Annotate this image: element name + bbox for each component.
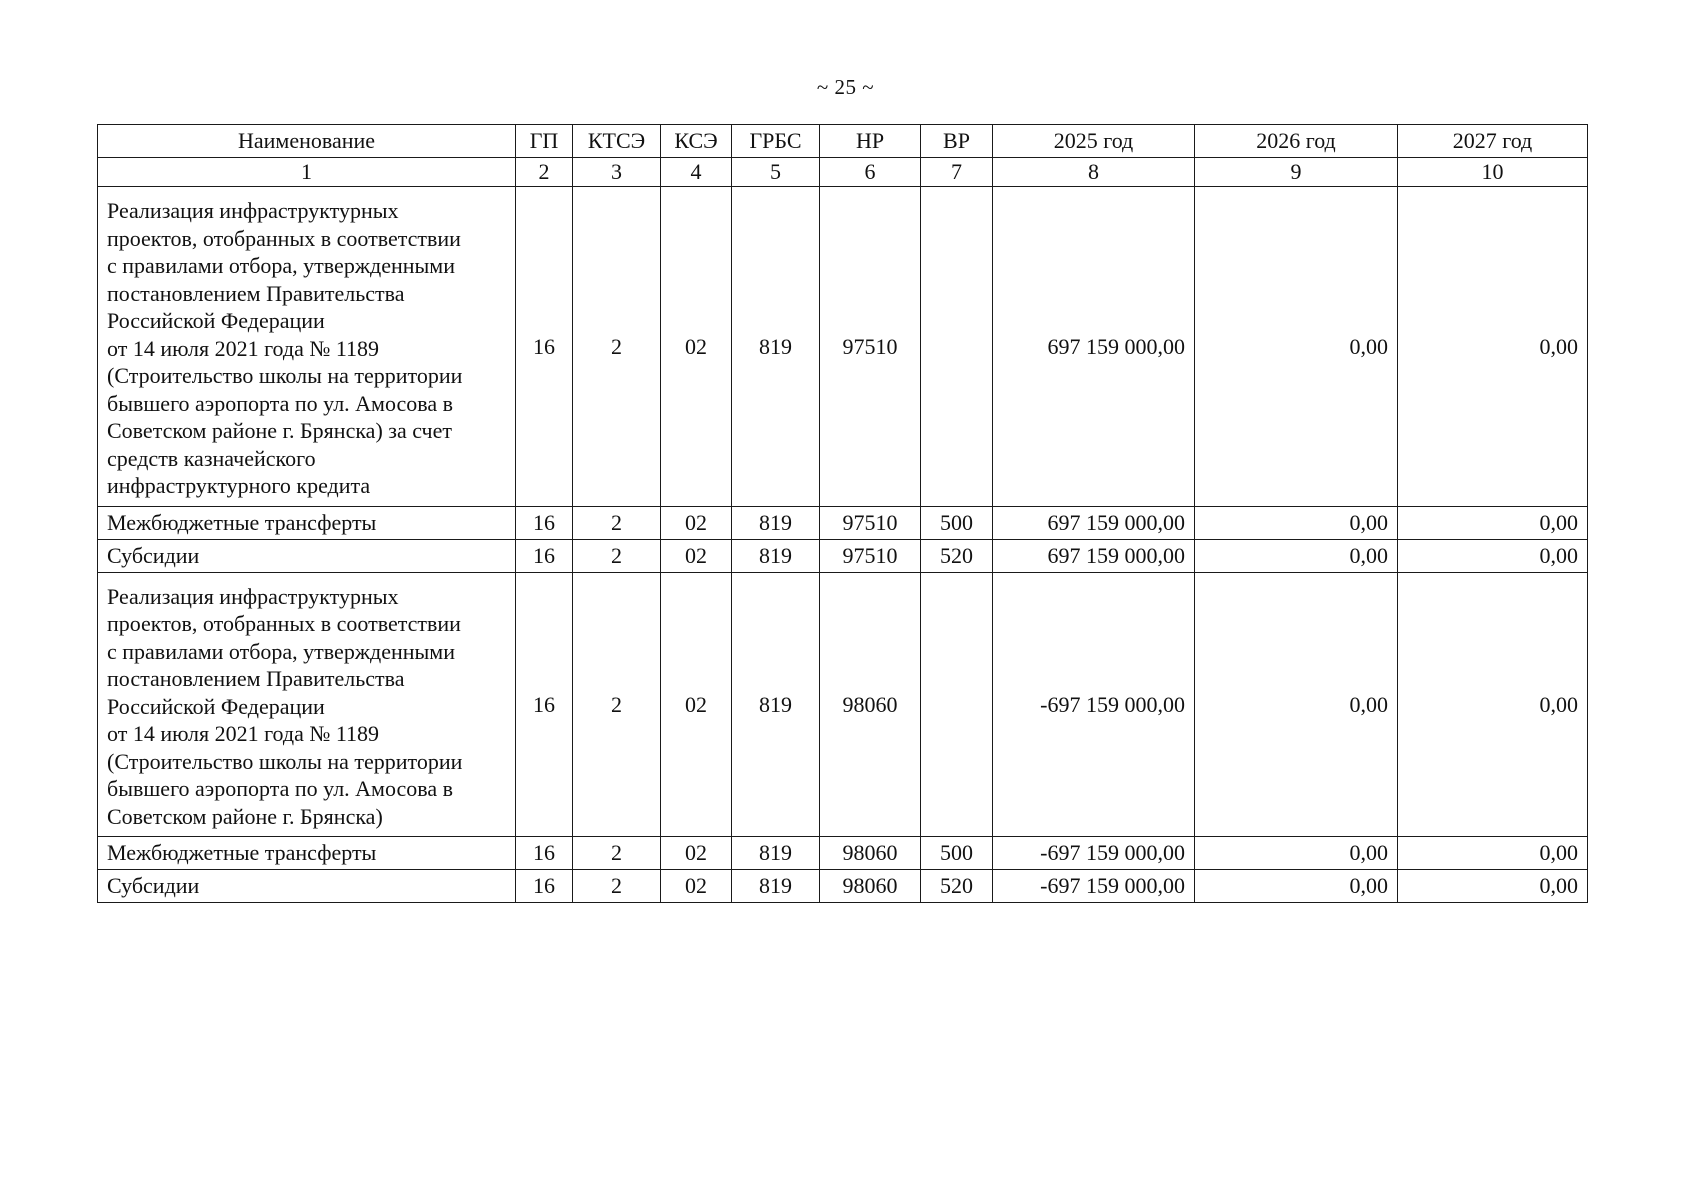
header-grbs: ГРБС: [732, 125, 820, 158]
row-2025-cell: -697 159 000,00: [993, 572, 1195, 837]
header-vr: ВР: [921, 125, 993, 158]
column-number: 8: [993, 158, 1195, 187]
header-kse: КСЭ: [661, 125, 732, 158]
row-2026-cell: 0,00: [1195, 539, 1398, 572]
row-name-cell: Межбюджетные трансферты: [98, 837, 516, 870]
row-2026-cell: 0,00: [1195, 572, 1398, 837]
header-nr: НР: [820, 125, 921, 158]
row-vr-cell: 520: [921, 539, 993, 572]
row-kse-cell: 02: [661, 506, 732, 539]
row-2026-cell: 0,00: [1195, 837, 1398, 870]
column-number: 2: [516, 158, 573, 187]
row-vr-cell: [921, 572, 993, 837]
column-number: 6: [820, 158, 921, 187]
row-nr-cell: 97510: [820, 539, 921, 572]
header-2027: 2027 год: [1398, 125, 1588, 158]
header-gp: ГП: [516, 125, 573, 158]
row-grbs-cell: 819: [732, 539, 820, 572]
row-ktse-cell: 2: [573, 506, 661, 539]
row-name-cell: Субсидии: [98, 870, 516, 903]
row-ktse-cell: 2: [573, 572, 661, 837]
row-2027-cell: 0,00: [1398, 187, 1588, 507]
row-nr-cell: 98060: [820, 572, 921, 837]
row-2027-cell: 0,00: [1398, 572, 1588, 837]
row-nr-cell: 97510: [820, 506, 921, 539]
row-name-cell: Субсидии: [98, 539, 516, 572]
header-row: [98, 125, 1588, 158]
table-row: [98, 870, 1588, 903]
row-name-cell: Реализация инфраструктурных проектов, отобранных в соответствии с правилами отбора, утвержденными постановлением Правительства Российской Федерации от 14 июля 2021 года № 1189 (Строительство школы на территории бывшего аэропорта по ул. Амосова в Советском районе г. Брянска): [98, 572, 516, 837]
row-2025-cell: 697 159 000,00: [993, 539, 1195, 572]
row-nr-cell: 98060: [820, 837, 921, 870]
row-2027-cell: 0,00: [1398, 506, 1588, 539]
row-vr-cell: 500: [921, 506, 993, 539]
column-number-row: [98, 158, 1588, 187]
table-row: [98, 837, 1588, 870]
row-2025-cell: 697 159 000,00: [993, 506, 1195, 539]
column-number: 10: [1398, 158, 1588, 187]
table-body: [98, 187, 1588, 903]
row-kse-cell: 02: [661, 837, 732, 870]
row-gp-cell: 16: [516, 837, 573, 870]
row-gp-cell: 16: [516, 572, 573, 837]
row-grbs-cell: 819: [732, 506, 820, 539]
row-grbs-cell: 819: [732, 187, 820, 507]
row-ktse-cell: 2: [573, 539, 661, 572]
page-number: ~ 25 ~: [816, 75, 875, 99]
row-ktse-cell: 2: [573, 870, 661, 903]
column-number: 5: [732, 158, 820, 187]
row-2025-cell: -697 159 000,00: [993, 870, 1195, 903]
row-2026-cell: 0,00: [1195, 870, 1398, 903]
table-row: [98, 572, 1588, 837]
header-2025: 2025 год: [993, 125, 1195, 158]
column-number: 7: [921, 158, 993, 187]
row-2026-cell: 0,00: [1195, 187, 1398, 507]
header-ktse: КТСЭ: [573, 125, 661, 158]
row-kse-cell: 02: [661, 572, 732, 837]
column-number: 1: [98, 158, 516, 187]
header-2026: 2026 год: [1195, 125, 1398, 158]
row-vr-cell: 520: [921, 870, 993, 903]
row-ktse-cell: 2: [573, 837, 661, 870]
row-gp-cell: 16: [516, 187, 573, 507]
row-ktse-cell: 2: [573, 187, 661, 507]
row-nr-cell: 98060: [820, 870, 921, 903]
row-2027-cell: 0,00: [1398, 870, 1588, 903]
row-vr-cell: [921, 187, 993, 507]
row-2027-cell: 0,00: [1398, 837, 1588, 870]
row-name-cell: Реализация инфраструктурных проектов, отобранных в соответствии с правилами отбора, утвержденными постановлением Правительства Российской Федерации от 14 июля 2021 года № 1189 (Строительство школы на территории бывшего аэропорта по ул. Амосова в Советском районе г. Брянска) за счет средств казначейского инфраструктурного кредита: [98, 187, 516, 507]
row-grbs-cell: 819: [732, 870, 820, 903]
row-nr-cell: 97510: [820, 187, 921, 507]
column-number: 3: [573, 158, 661, 187]
table-row: [98, 506, 1588, 539]
table-row: [98, 187, 1588, 507]
row-grbs-cell: 819: [732, 572, 820, 837]
row-gp-cell: 16: [516, 506, 573, 539]
header-name: Наименование: [98, 125, 516, 158]
row-kse-cell: 02: [661, 539, 732, 572]
row-2025-cell: 697 159 000,00: [993, 187, 1195, 507]
row-kse-cell: 02: [661, 870, 732, 903]
row-2025-cell: -697 159 000,00: [993, 837, 1195, 870]
row-2027-cell: 0,00: [1398, 539, 1588, 572]
row-vr-cell: 500: [921, 837, 993, 870]
row-grbs-cell: 819: [732, 837, 820, 870]
column-number: 9: [1195, 158, 1398, 187]
budget-table: [97, 124, 1588, 903]
column-number: 4: [661, 158, 732, 187]
row-2026-cell: 0,00: [1195, 506, 1398, 539]
row-kse-cell: 02: [661, 187, 732, 507]
row-gp-cell: 16: [516, 870, 573, 903]
table-row: [98, 539, 1588, 572]
row-gp-cell: 16: [516, 539, 573, 572]
row-name-cell: Межбюджетные трансферты: [98, 506, 516, 539]
